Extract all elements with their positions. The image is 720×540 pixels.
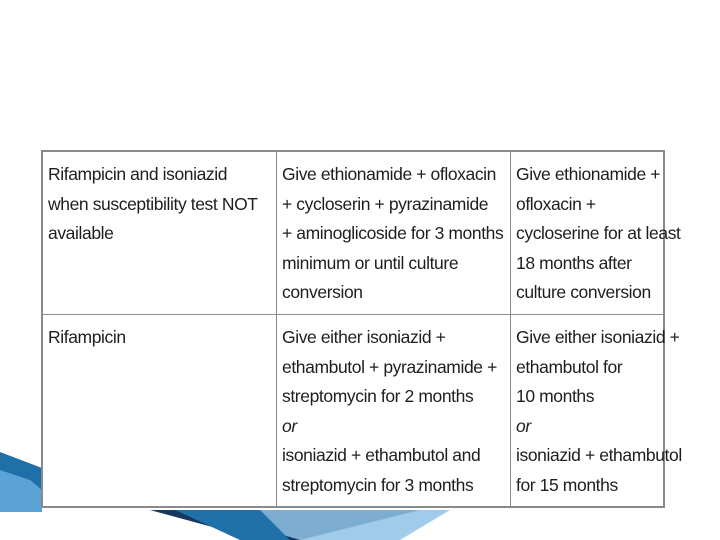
cell-line: 18 months after: [516, 252, 632, 273]
cell-line: streptomycin for 2 months: [282, 386, 474, 406]
cell-line: isoniazid + ethambutol and: [282, 445, 481, 465]
swoosh-bottom-dark: [150, 510, 420, 540]
swoosh-bottom-light: [200, 510, 450, 540]
cell-line: for 15 months: [516, 474, 618, 495]
table-row: [43, 315, 664, 507]
cell-line: Give ethionamide +: [516, 164, 661, 184]
cell-line: 10 months: [516, 386, 595, 406]
swoosh-bottom-mid: [175, 510, 290, 540]
cell-line: conversion: [282, 282, 363, 302]
cell-line: Give either isoniazid +: [516, 327, 680, 347]
cell-line-or: or: [282, 415, 297, 436]
continuation-phase-cell: [511, 315, 682, 507]
mdr-tb-regimen-table: [41, 150, 682, 508]
initial-phase-cell: [277, 152, 511, 315]
cell-line: ofloxacin +: [516, 193, 596, 214]
cell-line: when susceptibility test NOT: [48, 193, 258, 214]
regimen-table: [42, 151, 682, 507]
cell-line: ethambutol for: [516, 356, 623, 377]
cell-line: culture conversion: [516, 282, 651, 302]
cell-line: + aminoglicoside for 3 months: [282, 223, 504, 243]
swoosh-left-highlight: [0, 470, 42, 512]
cell-line: + cycloserin + pyrazinamide: [282, 193, 489, 214]
cell-line: cycloserine for at least: [516, 223, 681, 243]
drug-resistance-cell: [43, 152, 277, 315]
cell-line: streptomycin for 3 months: [282, 474, 474, 495]
table-row: [43, 152, 664, 315]
initial-phase-cell: [277, 315, 511, 507]
cell-line: Give either isoniazid +: [282, 327, 446, 347]
cell-line: isoniazid + ethambutol: [516, 445, 682, 465]
cell-line-or: or: [516, 415, 531, 436]
cell-line: available: [48, 223, 114, 243]
cell-line: Rifampicin: [48, 327, 126, 347]
cell-line: Give ethionamide + ofloxacin: [282, 164, 497, 184]
cell-line: ethambutol + pyrazinamide +: [282, 356, 497, 377]
drug-resistance-cell: [43, 315, 277, 507]
cell-line: minimum or until culture: [282, 252, 459, 273]
continuation-phase-cell: [511, 152, 681, 315]
swoosh-left-band: [0, 452, 42, 512]
cell-line: Rifampicin and isoniazid: [48, 164, 228, 184]
